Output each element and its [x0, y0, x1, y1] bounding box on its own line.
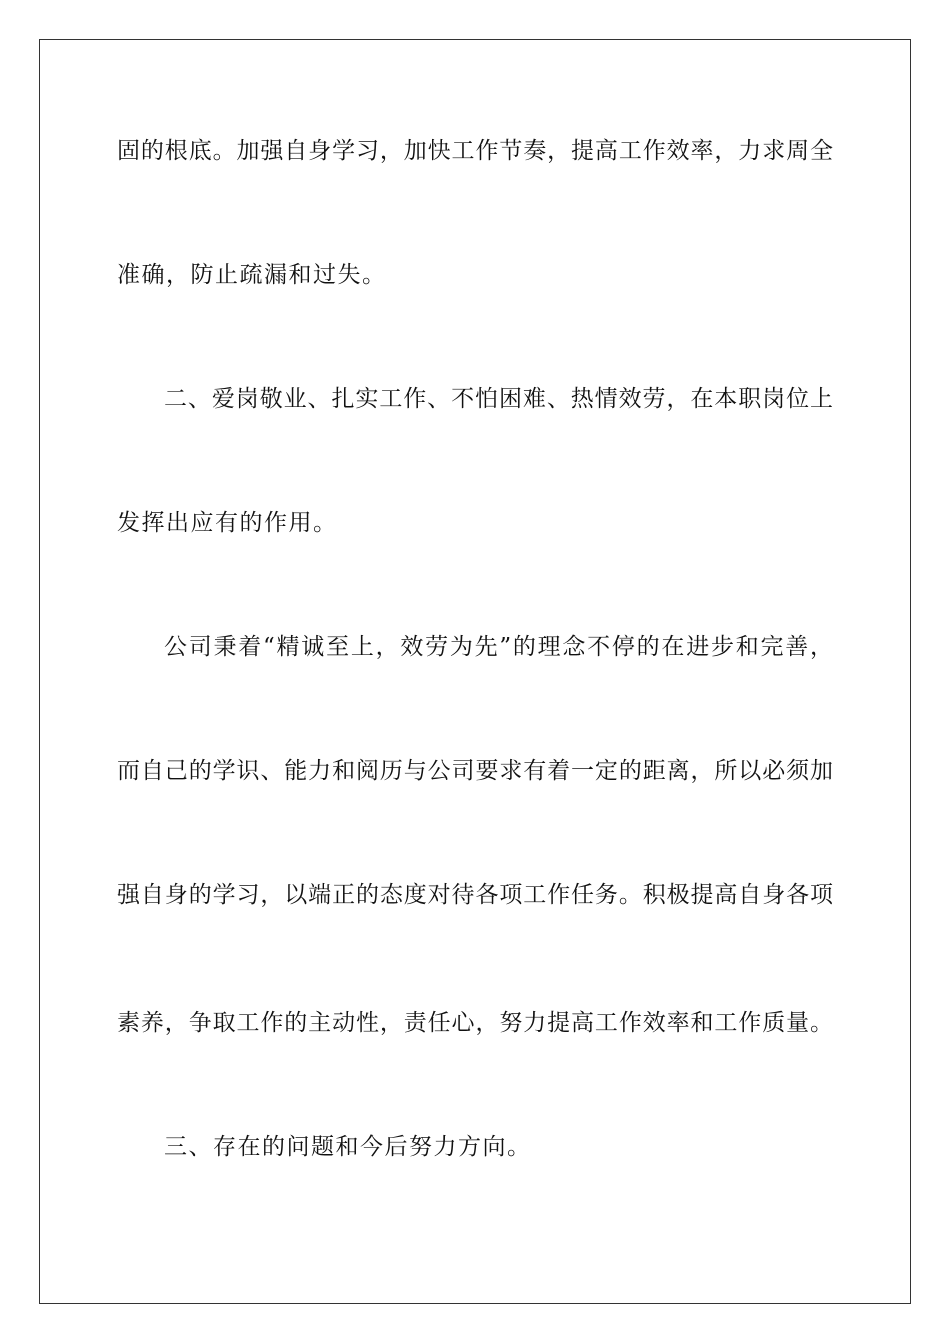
- paragraph-line-6: 而自己的学识、能力和阅历与公司要求有着一定的距离，所以必须加: [117, 758, 833, 784]
- page-border: [39, 39, 911, 1304]
- section-heading-3: 三、存在的问题和今后努力方向。: [164, 1134, 532, 1160]
- paragraph-line-5: 公司秉着“精诚至上，效劳为先”的理念不停的在进步和完善，: [164, 634, 833, 660]
- paragraph-line-4: 发挥出应有的作用。: [117, 510, 338, 536]
- paragraph-line-2: 准确，防止疏漏和过失。: [117, 262, 387, 288]
- paragraph-line-7: 强自身的学习，以端正的态度对待各项工作任务。积极提高自身各项: [117, 882, 833, 908]
- paragraph-line-1: 固的根底。加强自身学习，加快工作节奏，提高工作效率，力求周全: [117, 138, 833, 164]
- paragraph-line-8: 素养，争取工作的主动性，责任心，努力提高工作效率和工作质量。: [117, 1010, 833, 1036]
- section-heading-2: 二、爱岗敬业、扎实工作、不怕困难、热情效劳，在本职岗位上: [164, 386, 833, 412]
